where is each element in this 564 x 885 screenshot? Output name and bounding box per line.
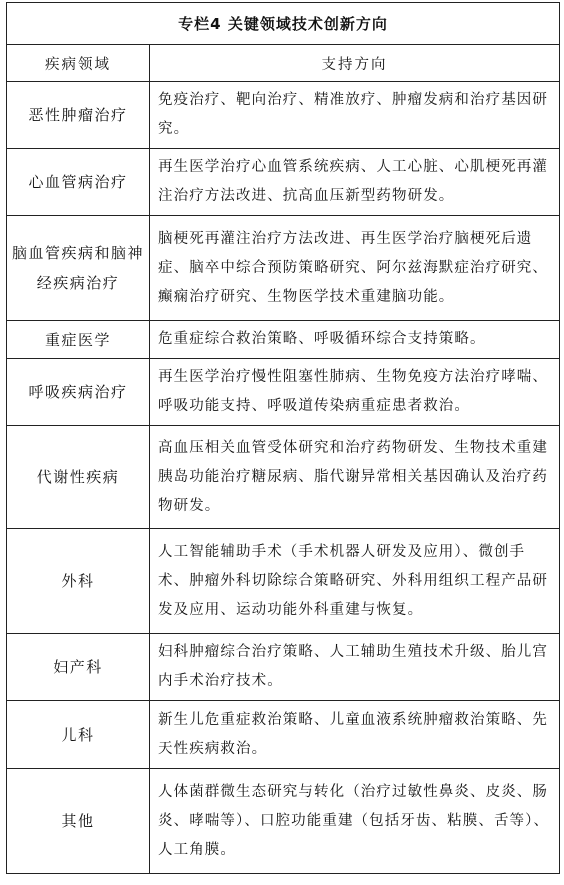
- support-direction-cell: 免疫治疗、靶向治疗、精准放疗、肿瘤发病和治疗基因研究。: [150, 82, 560, 149]
- table-title: 专栏4 关键领域技术创新方向: [7, 3, 560, 45]
- table-row: [7, 701, 560, 769]
- table-row: [7, 82, 560, 149]
- support-direction-cell: 再生医学治疗慢性阻塞性肺病、生物免疫方法治疗哮喘、呼吸功能支持、呼吸道传染病重症患者救治。: [150, 359, 560, 426]
- disease-field-cell: 心血管病治疗: [7, 149, 150, 216]
- column-header-field: 疾病领域: [7, 45, 150, 82]
- table-row: [7, 359, 560, 426]
- support-direction-cell: 人体菌群微生态研究与转化（治疗过敏性鼻炎、皮炎、肠炎、哮喘等）、口腔功能重建（包括牙齿、粘膜、舌等）、人工角膜。: [150, 769, 560, 874]
- table-row: [7, 769, 560, 874]
- support-direction-cell: 妇科肿瘤综合治疗策略、人工辅助生殖技术升级、胎儿宫内手术治疗技术。: [150, 634, 560, 701]
- support-direction-cell: 危重症综合救治策略、呼吸循环综合支持策略。: [150, 321, 560, 359]
- support-direction-cell: 再生医学治疗心血管系统疾病、人工心脏、心肌梗死再灌注治疗方法改进、抗高血压新型药物研发。: [150, 149, 560, 216]
- disease-field-cell: 儿科: [7, 701, 150, 769]
- disease-field-cell: 外科: [7, 529, 150, 634]
- column-header-direction: 支持方向: [150, 45, 560, 82]
- disease-field-cell: 呼吸疾病治疗: [7, 359, 150, 426]
- support-direction-cell: 人工智能辅助手术（手术机器人研发及应用）、微创手术、肿瘤外科切除综合策略研究、外科用组织工程产品研发及应用、运动功能外科重建与恢复。: [150, 529, 560, 634]
- disease-field-cell: 恶性肿瘤治疗: [7, 82, 150, 149]
- disease-field-cell: 代谢性疾病: [7, 426, 150, 529]
- support-direction-cell: 新生儿危重症救治策略、儿童血液系统肿瘤救治策略、先天性疾病救治。: [150, 701, 560, 769]
- disease-field-cell: 重症医学: [7, 321, 150, 359]
- key-fields-table: [6, 2, 560, 874]
- disease-field-cell: 其他: [7, 769, 150, 874]
- support-direction-cell: 高血压相关血管受体研究和治疗药物研发、生物技术重建胰岛功能治疗糖尿病、脂代谢异常相关基因确认及治疗药物研发。: [150, 426, 560, 529]
- table-row: [7, 426, 560, 529]
- table-row: [7, 321, 560, 359]
- support-direction-cell: 脑梗死再灌注治疗方法改进、再生医学治疗脑梗死后遗症、脑卒中综合预防策略研究、阿尔兹海默症治疗研究、癫痫治疗研究、生物医学技术重建脑功能。: [150, 216, 560, 321]
- disease-field-cell: 妇产科: [7, 634, 150, 701]
- table-row: [7, 216, 560, 321]
- table-row: [7, 149, 560, 216]
- disease-field-cell: 脑血管疾病和脑神经疾病治疗: [7, 216, 150, 321]
- table-row: [7, 529, 560, 634]
- table-row: [7, 634, 560, 701]
